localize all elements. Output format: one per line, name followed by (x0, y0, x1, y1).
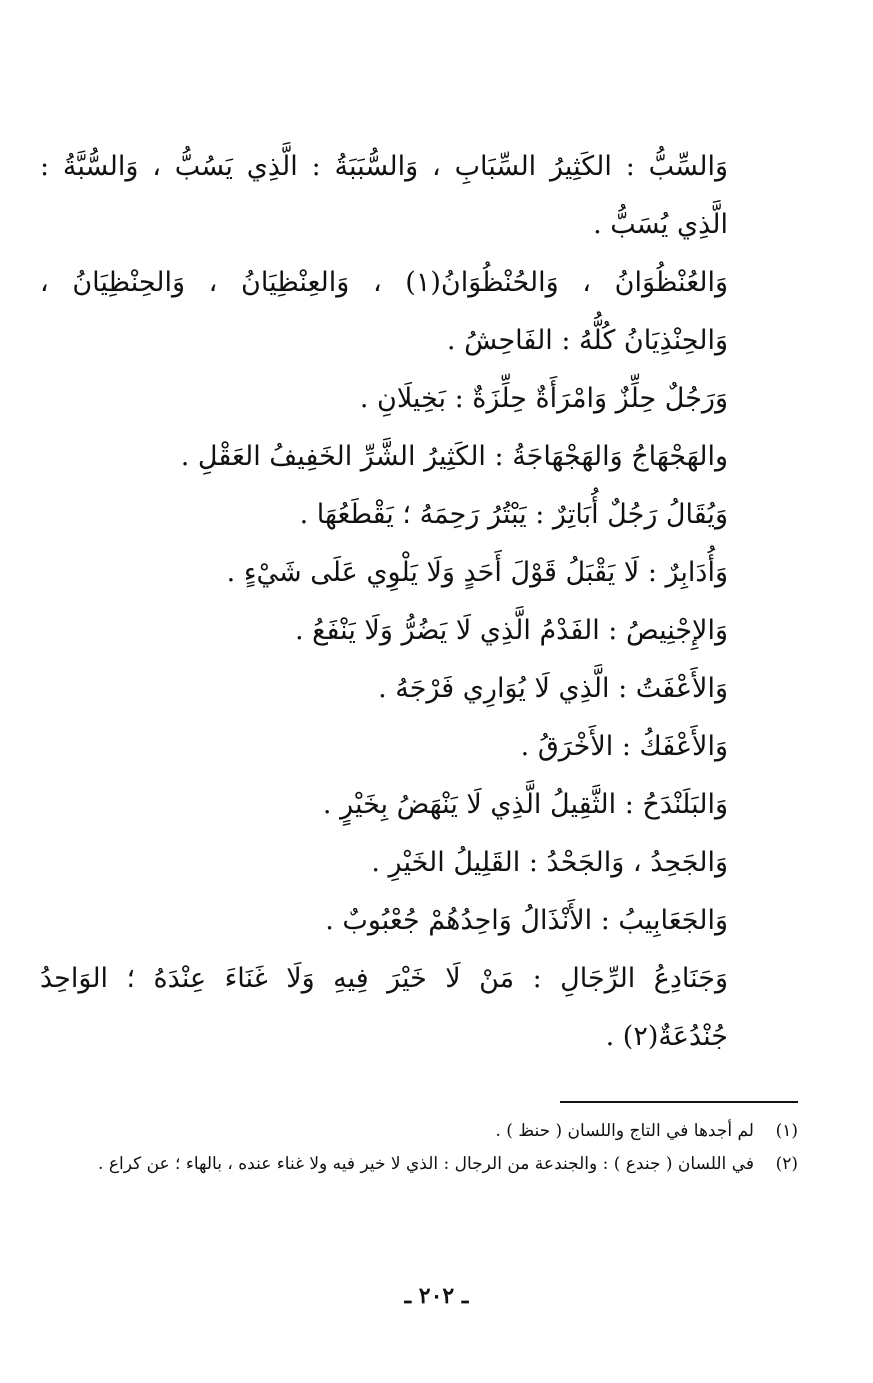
entry-hilliz: وَرَجُلٌ حِلِّزٌ وَامْرَأَةٌ حِلِّزَةٌ : بَخِيلَانِ . (359, 383, 728, 414)
entry-janadi: وَجَنَادِعُ الرِّجَالِ : مَنْ لَا خَيْرَ فِيهِ وَلَا غَنَاءَ عِنْدَهُ ؛ الوَاحِدُ جُنْدُعَةٌ(٢) . (40, 963, 728, 1052)
entry-balandah: وَالبَلَنْدَحُ : الثَّقِيلُ الَّذِي لَا يَنْهَضُ بِخَيْرٍ . (322, 789, 728, 820)
footnote-number: (١) (775, 1121, 798, 1141)
entry-jahid: وَالجَحِدُ ، وَالجَحْدُ : القَلِيلُ الخَيْرِ . (371, 847, 728, 878)
entry-ubatir: وَيُقَالُ رَجُلٌ أُبَاتِرٌ : يَبْتُرُ رَحِمَهُ ؛ يَقْطَعُهَا . (299, 499, 728, 530)
footnote-divider (560, 1101, 798, 1103)
footnote-text: لم أجدها في التاج واللسان ( حنظ ) . (495, 1121, 754, 1141)
entry-sibb: وَالسِّبُّ : الكَثِيرُ السِّبَابِ ، وَالسُّبَبَةُ : الَّذِي يَسُبُّ ، وَالسُّبَّةُ : الَّذِي يُسَبُّ . (40, 151, 728, 240)
footnote-number: (٢) (775, 1154, 798, 1174)
page-number: ـ ٢٠٢ ـ (404, 1283, 469, 1309)
footnote-item (40, 1115, 798, 1148)
entry-aaft: وَالأَعْفَتُ : الَّذِي لَا يُوَارِي فَرْجَهُ . (378, 673, 728, 704)
dictionary-text-block (40, 138, 728, 1066)
entry-udabir: وَأُدَابِرٌ : لَا يَقْبَلُ قَوْلَ أَحَدٍ وَلَا يَلْوِي عَلَى شَيْءٍ . (226, 557, 728, 588)
footnote-item (40, 1148, 798, 1181)
entry-jaabib: وَالجَعَابِيبُ : الأَنْذَالُ وَاحِدُهُمْ جُعْبُوبٌ . (325, 905, 728, 936)
footnote-text: في اللسان ( جندع ) : والجندعة من الرجال : الذي لا خير فيه ولا غناء عنده ، بالهاء ؛ عن كراع . (98, 1154, 754, 1174)
entry-unzuwan: وَالعُنْظُوَانُ ، وَالحُنْظُوَانُ(١) ، وَالعِنْظِيَانُ ، وَالحِنْظِيَانُ ، وَالحِنْذِيَانُ كُلُّهُ : الفَاحِشُ . (40, 267, 728, 356)
entry-aafak: وَالأَعْفَكُ : الأَخْرَقُ . (520, 731, 728, 762)
entry-ijnis: وَالإِجْنِيصُ : الفَدْمُ الَّذِي لَا يَضُرُّ وَلَا يَنْفَعُ . (294, 615, 728, 646)
footnotes (40, 1115, 798, 1181)
entry-hajhaj: والهَجْهَاجُ وَالهَجْهَاجَةُ : الكَثِيرُ الشَّرِّ الخَفِيفُ العَقْلِ . (180, 441, 728, 472)
